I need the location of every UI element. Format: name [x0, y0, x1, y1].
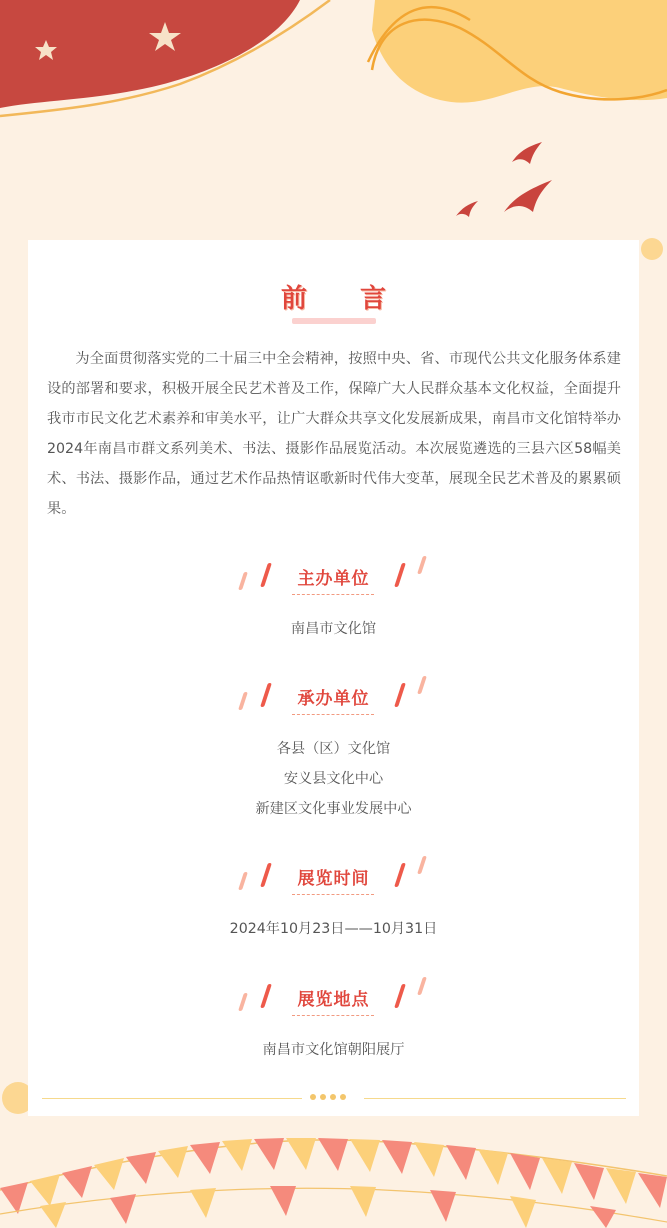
section-header — [28, 680, 639, 720]
bunting-flag — [286, 1138, 316, 1170]
section-header — [28, 981, 639, 1021]
bunting-flag — [478, 1149, 508, 1185]
section-organizer — [28, 560, 639, 644]
section-underline — [292, 714, 374, 715]
section-body — [28, 734, 639, 824]
bird-icon — [512, 142, 542, 164]
bunting-flag — [0, 1182, 28, 1214]
bunting-flag — [190, 1142, 220, 1174]
bunting-flag — [350, 1139, 380, 1172]
section-body — [28, 614, 639, 644]
bunting-flag — [254, 1138, 284, 1170]
bunting-flag — [446, 1145, 476, 1180]
decor-dot-right — [641, 238, 663, 260]
section-title: 展览地点 — [297, 990, 370, 1010]
bunting-flag — [510, 1153, 540, 1190]
preface-title: 前 言 — [280, 284, 409, 314]
bunting-flag — [158, 1146, 188, 1178]
section-line: 2024年10月23日——10月31日 — [229, 921, 438, 937]
section-title: 主办单位 — [297, 569, 370, 589]
section-exhibition-time — [28, 860, 639, 944]
bunting-flag — [574, 1163, 604, 1200]
bunting-flag — [414, 1142, 444, 1177]
section-line: 南昌市文化馆 — [290, 621, 377, 637]
bird-icon — [504, 180, 552, 212]
yellow-blob-shape — [372, 0, 667, 103]
section-line: 安义县文化中心 — [283, 771, 384, 787]
bunting-flag — [94, 1158, 124, 1190]
section-header — [28, 560, 639, 600]
section-underline — [292, 594, 374, 595]
section-line: 南昌市文化馆朝阳展厅 — [262, 1042, 405, 1058]
section-underline — [292, 894, 374, 895]
bunting-flag — [222, 1139, 252, 1171]
section-exhibition-venue — [28, 981, 639, 1065]
footer-divider-right — [364, 1098, 626, 1099]
section-body — [28, 914, 639, 944]
footer-divider-left — [42, 1098, 302, 1099]
section-title: 展览时间 — [297, 869, 370, 889]
section-body — [28, 1035, 639, 1065]
section-title: 承办单位 — [297, 689, 370, 709]
section-line: 各县（区）文化馆 — [276, 741, 391, 757]
footer-dots — [310, 1094, 346, 1102]
footer-dot — [320, 1094, 326, 1100]
bunting-flag — [318, 1138, 348, 1171]
footer-dot — [310, 1094, 316, 1100]
section-underline — [292, 1015, 374, 1016]
section-co-organizer — [28, 680, 639, 824]
bunting-decoration — [0, 1118, 667, 1228]
section-header — [28, 860, 639, 900]
section-line: 新建区文化事业发展中心 — [255, 801, 412, 817]
footer-dot — [330, 1094, 336, 1100]
bunting-flag — [30, 1174, 60, 1206]
content-card — [28, 240, 639, 1116]
preface-body: 为全面贯彻落实党的二十届三中全会精神，按照中央、省、市现代公共文化服务体系建设的部署和要求，积极开展全民艺术普及工作，保障广大人民群众基本文化权益，全面提升我市市民文化艺术素养和审美水平，让广大群众共享文化发展新成果，南昌市文化馆特举办2024年南昌市群文系列美术、书法、摄影作品展览活动。本次展览遴选的三县六区58幅美术、书法、摄影作品，通过艺术作品热情讴歌新时代伟大变革，展现全民艺术普及的累累硕果。 — [47, 351, 621, 517]
bunting-flag — [542, 1158, 572, 1194]
title-underline — [292, 318, 376, 324]
bunting-flag — [382, 1140, 412, 1174]
bunting-flag — [606, 1168, 636, 1204]
bunting-flag — [638, 1173, 667, 1208]
bunting-flag — [62, 1166, 92, 1198]
top-decoration — [0, 0, 667, 240]
footer-dot — [340, 1094, 346, 1100]
bird-icon — [456, 201, 478, 217]
bunting-flag — [126, 1152, 156, 1184]
